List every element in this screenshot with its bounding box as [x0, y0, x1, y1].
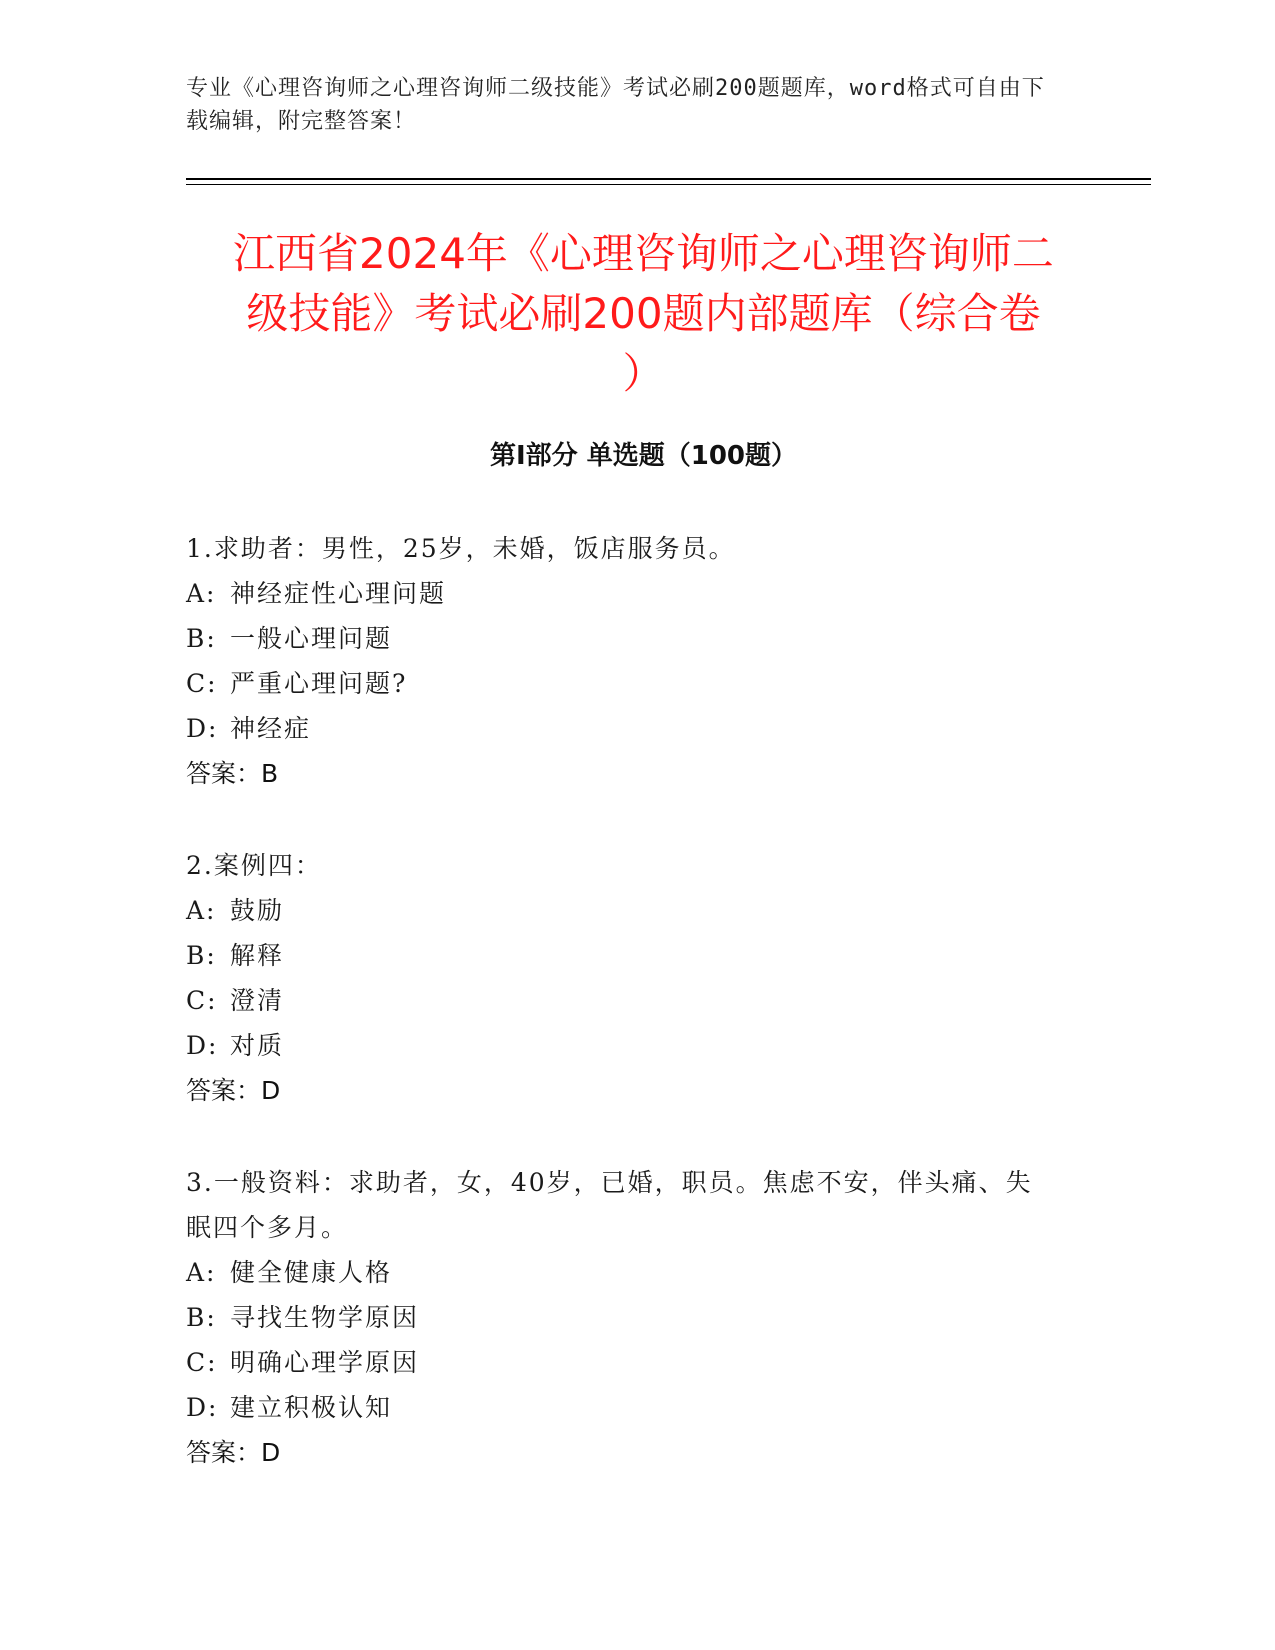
option-d [186, 1023, 1056, 1068]
header-rule-thick [186, 178, 1151, 180]
option-c [186, 978, 1056, 1023]
question-3 [186, 1160, 1056, 1475]
option-letter: C: [186, 986, 218, 1015]
answer-line: 答案：D [186, 1076, 281, 1105]
option-letter: A: [186, 1258, 217, 1287]
option-d [186, 706, 1056, 751]
document-title [186, 224, 1101, 404]
option-a [186, 888, 1056, 933]
option-text: 明确心理学原因 [230, 1348, 420, 1377]
section-title: 第Ⅰ部分 单选题（100题） [490, 441, 797, 471]
option-a [186, 1250, 1056, 1295]
option-letter: B: [186, 1303, 217, 1332]
option-letter: C: [186, 1348, 218, 1377]
option-text: 神经症性心理问题 [230, 579, 447, 608]
title-line: 江西省2024年《心理咨询师之心理咨询师二 [233, 229, 1054, 278]
option-letter: A: [186, 579, 217, 608]
option-text: 神经症 [230, 714, 312, 743]
option-text: 一般心理问题 [230, 624, 393, 653]
question-list [186, 526, 1056, 1522]
header-note: 专业《心理咨询师之心理咨询师二级技能》考试必刷200题题库，word格式可自由下载编辑，附完整答案！ [186, 76, 1045, 134]
option-letter: D: [186, 1393, 219, 1422]
title-line: 级技能》考试必刷200题内部题库（综合卷 [246, 289, 1041, 338]
option-c [186, 1340, 1056, 1385]
option-text: 健全健康人格 [230, 1258, 393, 1287]
question-1 [186, 526, 1056, 796]
option-text: 澄清 [230, 986, 285, 1015]
question-stem: 3.一般资料：求助者，女，40岁，已婚，职员。焦虑不安，伴头痛、失眠四个多月。 [186, 1168, 1033, 1242]
question-stem: 2.案例四： [186, 851, 322, 880]
option-text: 建立积极认知 [230, 1393, 393, 1422]
option-a [186, 571, 1056, 616]
question-2 [186, 843, 1056, 1113]
option-d [186, 1385, 1056, 1430]
option-letter: A: [186, 896, 217, 925]
option-b [186, 1295, 1056, 1340]
option-text: 对质 [230, 1031, 285, 1060]
option-text: 解释 [230, 941, 285, 970]
option-text: 严重心理问题? [230, 669, 408, 698]
question-stem: 1.求助者：男性，25岁，未婚，饭店服务员。 [186, 534, 736, 563]
header-rule-thin [186, 184, 1151, 185]
option-letter: B: [186, 624, 217, 653]
option-letter: D: [186, 1031, 219, 1060]
option-letter: D: [186, 714, 219, 743]
option-text: 寻找生物学原因 [230, 1303, 420, 1332]
answer-line: 答案：D [186, 1438, 281, 1467]
answer-line: 答案：B [186, 759, 279, 788]
option-letter: B: [186, 941, 217, 970]
option-letter: C: [186, 669, 218, 698]
option-text: 鼓励 [230, 896, 285, 925]
option-b [186, 616, 1056, 661]
option-c [186, 661, 1056, 706]
title-line: ） [622, 349, 665, 398]
option-b [186, 933, 1056, 978]
